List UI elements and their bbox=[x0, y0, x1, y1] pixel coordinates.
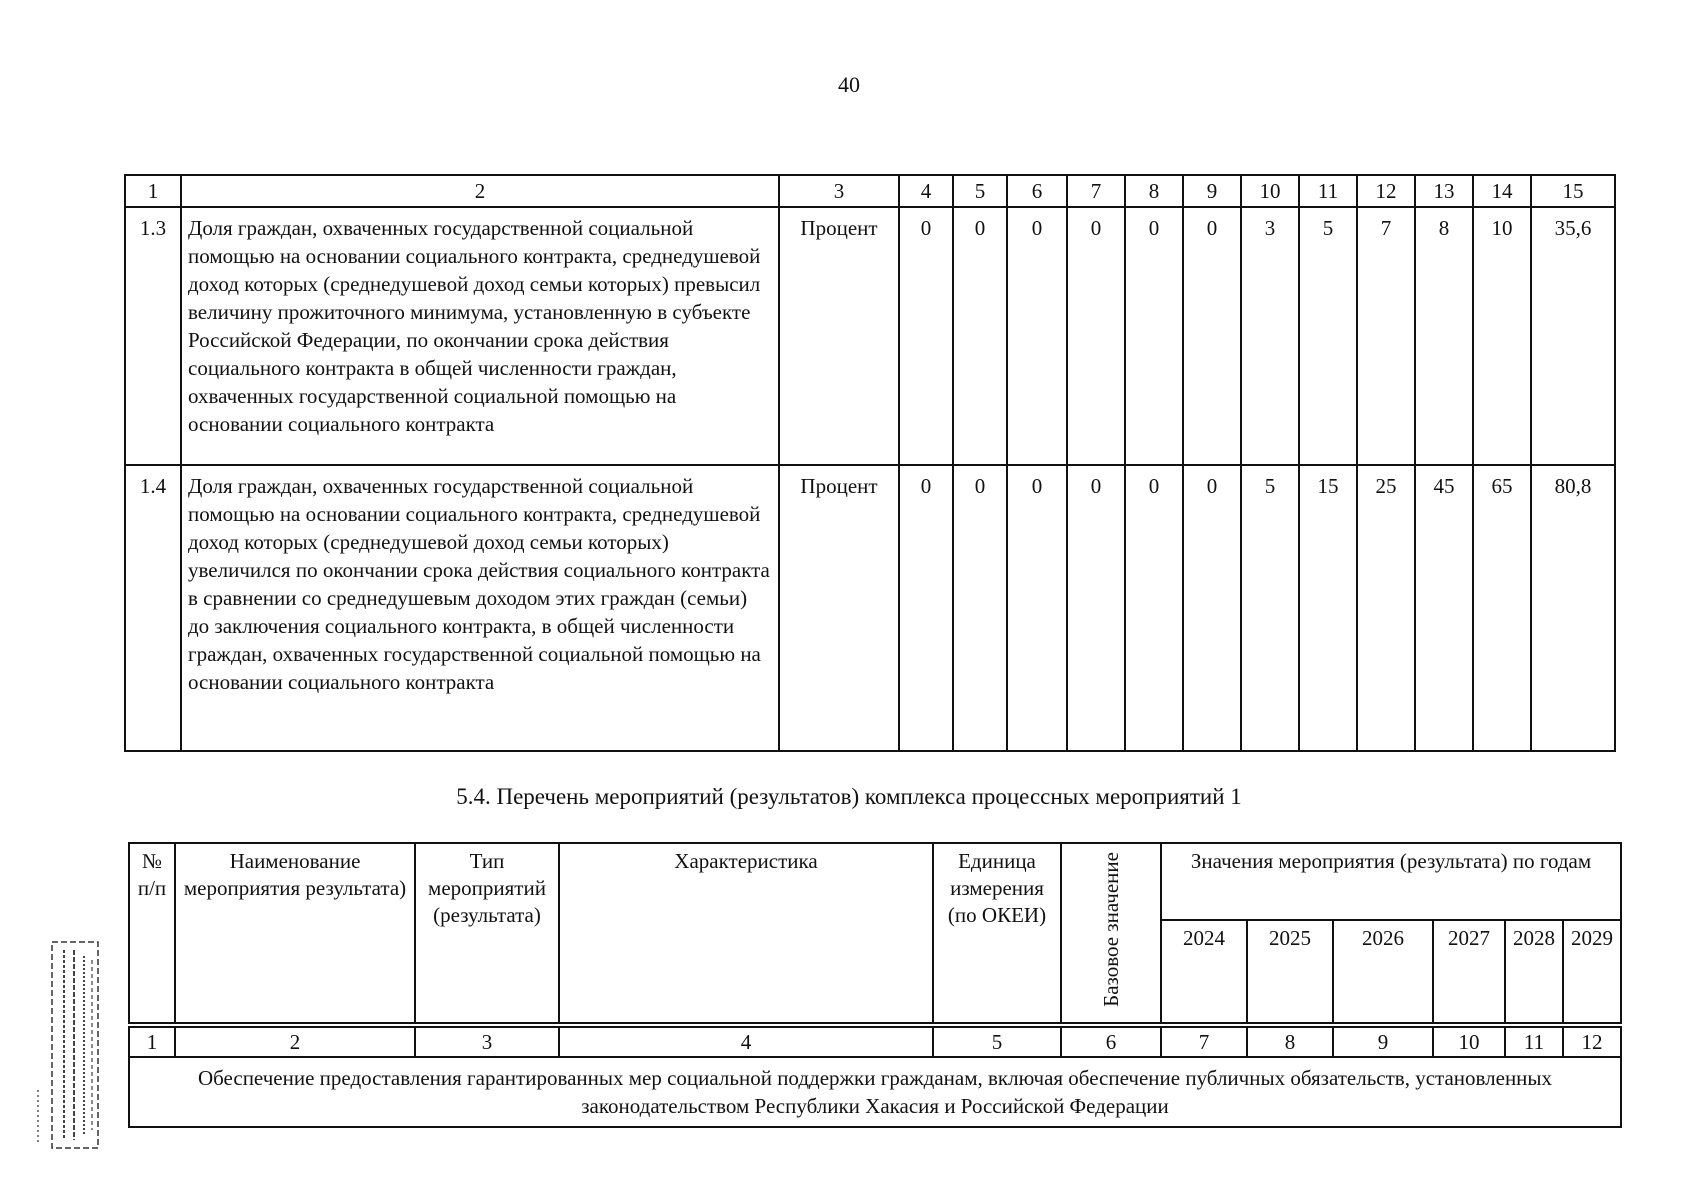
column-number: 11 bbox=[1299, 175, 1357, 207]
value-cell: 0 bbox=[1067, 465, 1125, 751]
value-cell: 3 bbox=[1241, 207, 1299, 465]
header-num: № п/п bbox=[129, 843, 175, 1023]
value-cell: 0 bbox=[1007, 465, 1067, 751]
column-number: 6 bbox=[1061, 1027, 1161, 1057]
value-cell: 10 bbox=[1473, 207, 1531, 465]
column-number: 12 bbox=[1357, 175, 1415, 207]
section-row: Обеспечение предоставления гарантированных мер социальной поддержки гражданам, включая обеспечение публичных обязательств, установленных законодательством Республики Хакасия и Российской Федерации bbox=[129, 1057, 1621, 1127]
column-number: 10 bbox=[1241, 175, 1299, 207]
column-number: 1 bbox=[125, 175, 181, 207]
column-number: 5 bbox=[933, 1027, 1061, 1057]
value-cell: 65 bbox=[1473, 465, 1531, 751]
value-cell: 0 bbox=[953, 465, 1007, 751]
column-number: 4 bbox=[559, 1027, 933, 1057]
table-row bbox=[125, 207, 1615, 465]
page-number: 40 bbox=[838, 72, 860, 97]
column-number: 2 bbox=[175, 1027, 415, 1057]
value-cell: 0 bbox=[1007, 207, 1067, 465]
column-numbers-row bbox=[129, 1027, 1621, 1057]
header-year: 2029 bbox=[1563, 920, 1621, 1023]
column-number: 10 bbox=[1433, 1027, 1505, 1057]
value-cell: 80,8 bbox=[1531, 465, 1615, 751]
table-header-row bbox=[129, 843, 1621, 920]
header-base bbox=[1061, 843, 1161, 1023]
value-cell: 5 bbox=[1299, 207, 1357, 465]
indicator-name: Доля граждан, охваченных государственной социальной помощью на основании социального контракта, среднедушевой доход которых (среднедушевой доход семьи которых) превысил величину прожиточного минимума, установленную в субъекте Российской Федерации, по окончании срока действия социального контракта в общей численности граждан, охваченных государственной социальной помощью на основании социального контракта bbox=[181, 207, 779, 465]
column-number: 1 bbox=[129, 1027, 175, 1057]
row-number: 1.4 bbox=[125, 465, 181, 751]
value-cell: 45 bbox=[1415, 465, 1473, 751]
column-number: 6 bbox=[1007, 175, 1067, 207]
column-number: 13 bbox=[1415, 175, 1473, 207]
value-cell: 0 bbox=[953, 207, 1007, 465]
header-values-group: Значения мероприятия (результата) по годам bbox=[1161, 843, 1621, 920]
measures-table bbox=[128, 842, 1622, 1128]
value-cell: 0 bbox=[1183, 465, 1241, 751]
column-number: 3 bbox=[415, 1027, 559, 1057]
column-number: 15 bbox=[1531, 175, 1615, 207]
column-number: 14 bbox=[1473, 175, 1531, 207]
column-number: 11 bbox=[1505, 1027, 1563, 1057]
header-type: Тип мероприятий (результата) bbox=[415, 843, 559, 1023]
section-title: 5.4. Перечень мероприятий (результатов) комплекса процессных мероприятий 1 bbox=[456, 784, 1242, 809]
value-cell: 0 bbox=[899, 207, 953, 465]
header-base-text: Базовое значение bbox=[1098, 852, 1123, 1007]
header-unit: Единица измерения (по ОКЕИ) bbox=[933, 843, 1061, 1023]
header-characteristic: Характеристика bbox=[559, 843, 933, 1023]
indicators-table bbox=[124, 174, 1616, 752]
column-number: 9 bbox=[1333, 1027, 1433, 1057]
column-number: 12 bbox=[1563, 1027, 1621, 1057]
value-cell: 7 bbox=[1357, 207, 1415, 465]
value-cell: 15 bbox=[1299, 465, 1357, 751]
value-cell: 0 bbox=[899, 465, 953, 751]
column-number: 2 bbox=[181, 175, 779, 207]
unit-cell: Процент bbox=[779, 207, 899, 465]
column-number: 3 bbox=[779, 175, 899, 207]
unit-cell: Процент bbox=[779, 465, 899, 751]
value-cell: 0 bbox=[1067, 207, 1125, 465]
value-cell: 0 bbox=[1125, 465, 1183, 751]
value-cell: 0 bbox=[1183, 207, 1241, 465]
value-cell: 25 bbox=[1357, 465, 1415, 751]
header-year: 2026 bbox=[1333, 920, 1433, 1023]
row-number: 1.3 bbox=[125, 207, 181, 465]
table-header-row bbox=[125, 175, 1615, 207]
header-year: 2028 bbox=[1505, 920, 1563, 1023]
column-number: 5 bbox=[953, 175, 1007, 207]
value-cell: 0 bbox=[1125, 207, 1183, 465]
value-cell: 35,6 bbox=[1531, 207, 1615, 465]
column-number: 9 bbox=[1183, 175, 1241, 207]
value-cell: 8 bbox=[1415, 207, 1473, 465]
table-row bbox=[129, 1057, 1621, 1127]
table-row bbox=[125, 465, 1615, 751]
column-number: 7 bbox=[1161, 1027, 1247, 1057]
header-year: 2025 bbox=[1247, 920, 1333, 1023]
header-name: Наименование мероприятия результата) bbox=[175, 843, 415, 1023]
value-cell: 5 bbox=[1241, 465, 1299, 751]
column-number: 7 bbox=[1067, 175, 1125, 207]
header-year: 2024 bbox=[1161, 920, 1247, 1023]
stamp-image bbox=[30, 940, 100, 1150]
column-number: 8 bbox=[1125, 175, 1183, 207]
header-year: 2027 bbox=[1433, 920, 1505, 1023]
column-number: 8 bbox=[1247, 1027, 1333, 1057]
column-number: 4 bbox=[899, 175, 953, 207]
indicator-name: Доля граждан, охваченных государственной социальной помощью на основании социального контракта, среднедушевой доход которых (среднедушевой доход семьи которых) увеличился по окончании срока действия социального контракта в сравнении со среднедушевым доходом этих граждан (семьи) до заключения социального контракта, в общей численности граждан, охваченных государственной социальной помощью на основании социального контракта bbox=[181, 465, 779, 751]
